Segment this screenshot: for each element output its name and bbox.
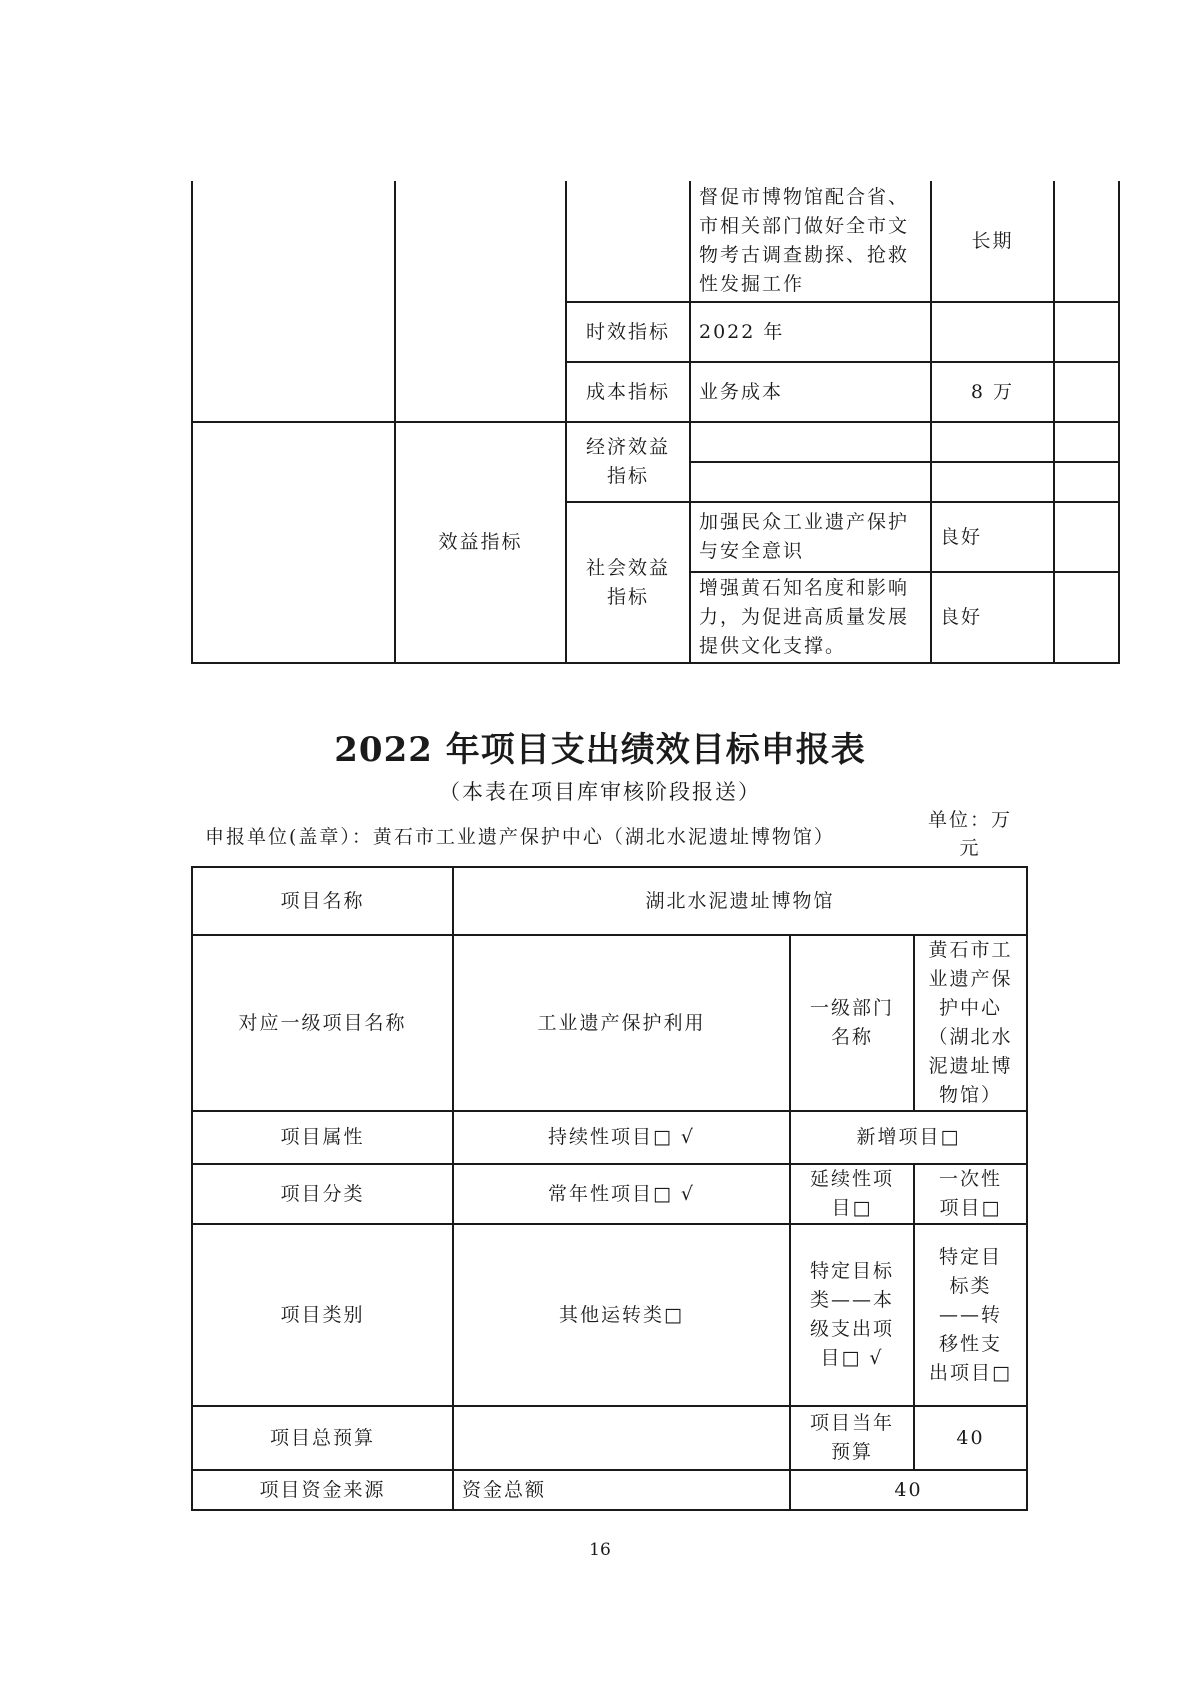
timeliness-indicator-label: 时效指标 (566, 302, 690, 362)
project-name-label: 项目名称 (192, 867, 453, 935)
parent-project-value: 工业遗产保护利用 (453, 935, 790, 1111)
performance-indicator-table-continued (191, 181, 1120, 664)
blank-subcategory-cell (395, 181, 566, 422)
empty-cell (1054, 422, 1119, 462)
project-name-value: 湖北水泥遗址博物馆 (453, 867, 1027, 935)
social-indicator-value: 良好 (931, 572, 1054, 663)
economic-benefit-label: 经济效益指标 (566, 422, 690, 502)
project-type-label: 项目类别 (192, 1224, 453, 1406)
cost-indicator-label: 成本指标 (566, 362, 690, 422)
social-indicator-content: 加强民众工业遗产保护与安全意识 (690, 502, 931, 572)
fund-total-label: 资金总额 (453, 1470, 790, 1510)
reporting-unit-line: 申报单位(盖章）：黄石市工业遗产保护中心（湖北水泥遗址博物馆） (205, 826, 835, 848)
type-option-specific-transfer: 特定目标类——转移性支出项目□ (914, 1224, 1027, 1406)
page-subtitle: （本表在项目库审核阶段报送） (439, 780, 761, 804)
project-classification-label: 项目分类 (192, 1164, 453, 1224)
department-value: 黄石市工业遗产保护中心（湖北水泥遗址博物馆） (914, 935, 1027, 1111)
classification-option-annual: 常年性项目□ √ (453, 1164, 790, 1224)
department-label: 一级部门名称 (790, 935, 914, 1111)
total-budget-value (453, 1406, 790, 1470)
remark-cell (1054, 302, 1119, 362)
cost-indicator-value: 8 万 (931, 362, 1054, 422)
blank-category-cell (192, 422, 395, 663)
project-attribute-option-new: 新增项目□ (790, 1111, 1027, 1164)
indicator-content: 督促市博物馆配合省、市相关部门做好全市文物考古调查勘探、抢救性发掘工作 (690, 181, 931, 302)
unit-label: 单位：万元 (927, 809, 1012, 859)
page-title: 2022 年项目支出绩效目标申报表 (334, 730, 866, 770)
empty-cell (690, 462, 931, 502)
timeliness-indicator-value (931, 302, 1054, 362)
remark-cell (1054, 181, 1119, 302)
type-option-specific-local: 特定目标类——本级支出项目□ √ (790, 1224, 914, 1406)
total-budget-label: 项目总预算 (192, 1406, 453, 1470)
current-year-budget-value: 40 (914, 1406, 1027, 1470)
fund-total-value: 40 (790, 1470, 1027, 1510)
blank-indicator-cell (566, 181, 690, 302)
project-attribute-label: 项目属性 (192, 1111, 453, 1164)
blank-category-cell (192, 181, 395, 422)
social-indicator-content: 增强黄石知名度和影响力，为促进高质量发展提供文化支撑。 (690, 572, 931, 663)
type-option-other-operations: 其他运转类□ (453, 1224, 790, 1406)
remark-cell (1054, 572, 1119, 663)
social-benefit-label: 社会效益指标 (566, 502, 690, 663)
remark-cell (1054, 502, 1119, 572)
empty-cell (690, 422, 931, 462)
indicator-value: 长期 (931, 181, 1054, 302)
timeliness-indicator-content: 2022 年 (690, 302, 931, 362)
project-attribute-option-continuous: 持续性项目□ √ (453, 1111, 790, 1164)
social-indicator-value: 良好 (931, 502, 1054, 572)
parent-project-label: 对应一级项目名称 (192, 935, 453, 1111)
benefit-indicator-label: 效益指标 (395, 422, 566, 663)
classification-option-ongoing: 延续性项目□ (790, 1164, 914, 1224)
empty-cell (1054, 462, 1119, 502)
current-year-budget-label: 项目当年预算 (790, 1406, 914, 1470)
fund-source-label: 项目资金来源 (192, 1470, 453, 1510)
cost-indicator-content: 业务成本 (690, 362, 931, 422)
empty-cell (931, 462, 1054, 502)
classification-option-one-time: 一次性项目□ (914, 1164, 1027, 1224)
page-number: 16 (589, 1540, 611, 1560)
remark-cell (1054, 362, 1119, 422)
empty-cell (931, 422, 1054, 462)
performance-target-form (191, 866, 1028, 1511)
